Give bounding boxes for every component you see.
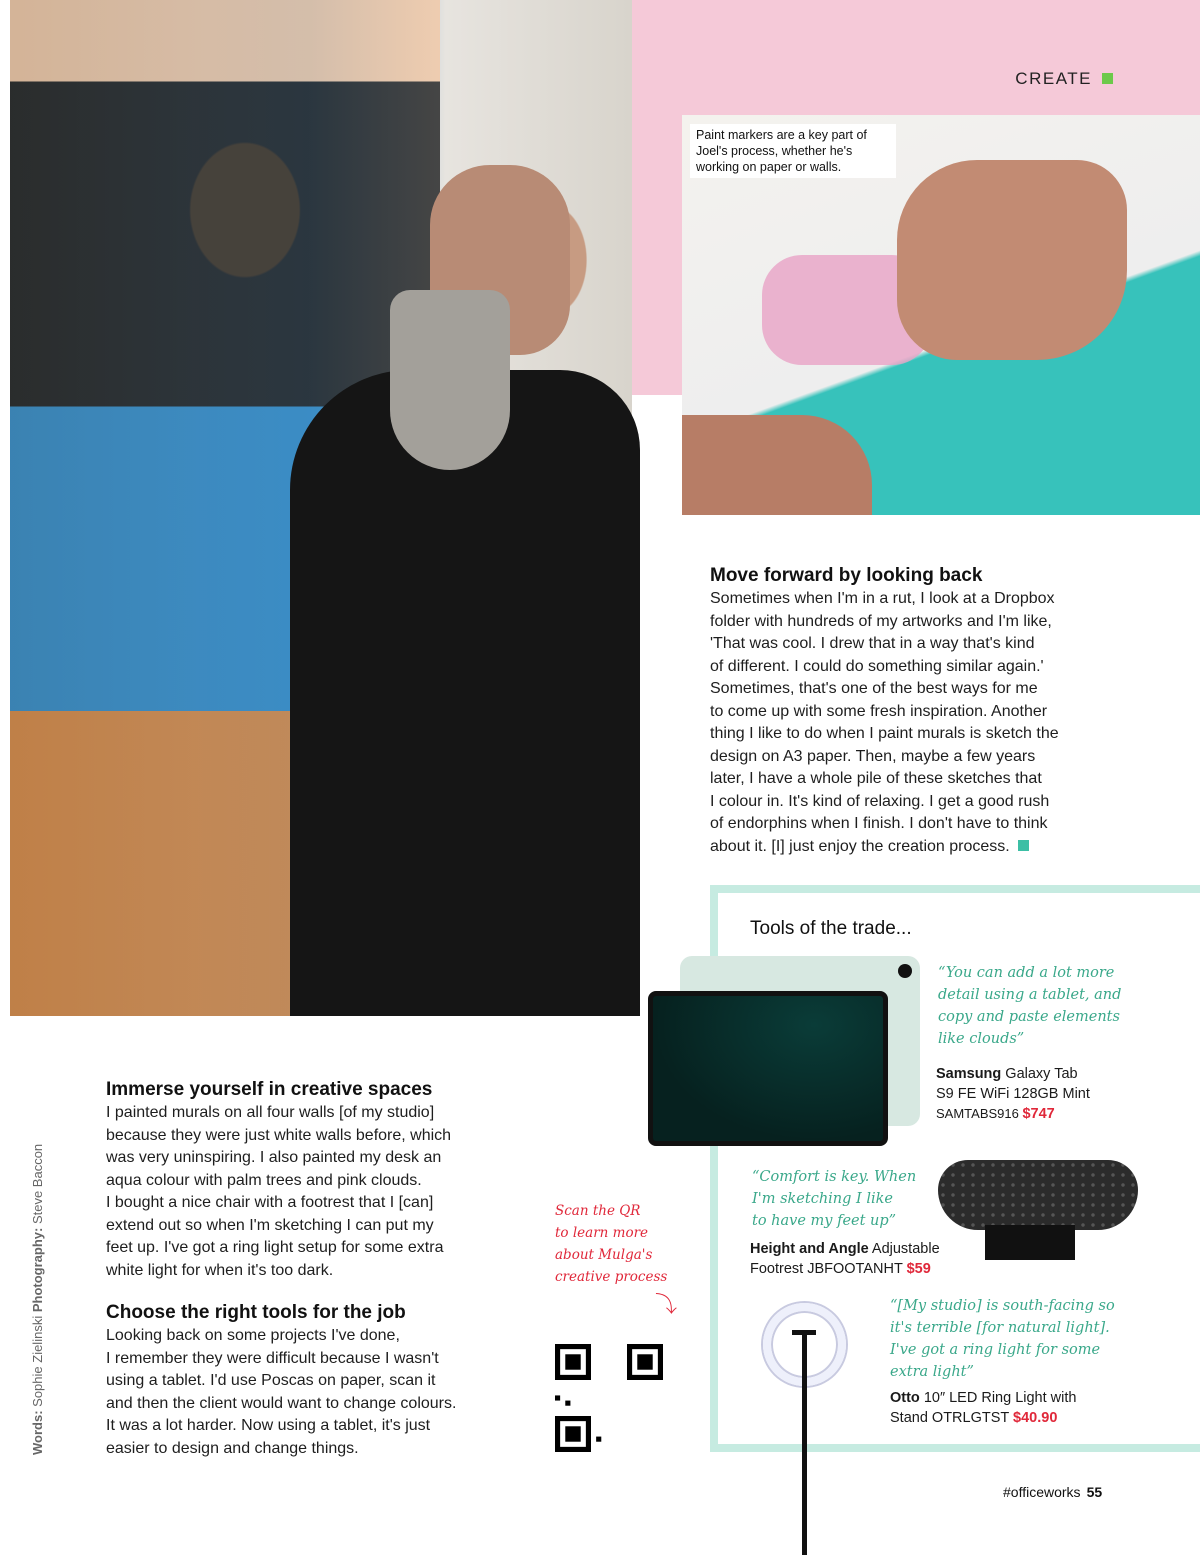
tablet-front-image <box>648 991 888 1146</box>
section-body <box>106 1102 526 1282</box>
qr-module <box>565 1426 580 1441</box>
mural-artist-photo <box>10 0 632 1016</box>
product-price: $40.90 <box>1013 1410 1058 1426</box>
product-price: $747 <box>1022 1106 1055 1122</box>
footrest-base <box>985 1225 1075 1260</box>
text-line: aqua colour with palm trees and pink clouds. <box>106 1171 422 1189</box>
credits <box>30 1144 45 1455</box>
arrow-down-icon: ⤵ <box>655 1292 678 1317</box>
quote-line: I've got a ring light for some <box>890 1342 1101 1358</box>
hand <box>897 160 1127 360</box>
text-line: extend out so when I'm sketching I can put my <box>106 1216 434 1234</box>
qr-module <box>637 1354 652 1369</box>
page-footer <box>1003 1484 1102 1500</box>
qr-code[interactable] <box>555 1344 663 1452</box>
artist-beard <box>390 290 510 470</box>
qr-module <box>565 1401 570 1406</box>
product-name: Adjustable <box>868 1241 940 1257</box>
quote-line: copy and paste elements <box>938 1009 1120 1025</box>
credit-name: Sophie Zielinski <box>30 1312 45 1411</box>
product-footrest[interactable] <box>750 1239 940 1279</box>
photo-caption: Paint markers are a key part of Joel's process, whether he's working on paper or walls. <box>690 124 896 178</box>
credit-label: Photography: <box>30 1227 45 1313</box>
text-line: design on A3 paper. Then, maybe a few years <box>710 747 1036 765</box>
page-number: 55 <box>1086 1484 1103 1500</box>
quote-line: “Comfort is key. When <box>752 1169 917 1185</box>
text-line: to come up with some fresh inspiration. Another <box>710 702 1048 720</box>
text-line: I bought a nice chair with a footrest that I [can] <box>106 1194 434 1211</box>
qr-prompt-line: creative process <box>555 1269 668 1285</box>
text-line: folder with hundreds of my artworks and I'm like, <box>710 612 1052 630</box>
product-name: Stand OTRLGTST <box>890 1410 1014 1426</box>
product-code: SAMTABS916 <box>936 1106 1023 1121</box>
text-line: easier to design and change things. <box>106 1439 359 1457</box>
section-heading: Move forward by looking back <box>710 565 983 586</box>
end-marker-icon <box>1018 840 1029 851</box>
section-right-tools <box>106 1301 526 1460</box>
text-line: about it. [I] just enjoy the creation process. <box>710 837 1010 855</box>
product-quote <box>938 962 1121 1050</box>
qr-module <box>555 1395 560 1400</box>
quote-line: “[My studio] is south-facing so <box>890 1298 1115 1314</box>
product-tablet[interactable] <box>936 1064 1090 1124</box>
camera-icon <box>898 964 912 978</box>
section-marker-icon <box>1102 73 1113 84</box>
product-name: Galaxy Tab <box>1001 1066 1078 1082</box>
product-price: $59 <box>906 1261 931 1277</box>
product-name: 10″ LED Ring Light with <box>919 1390 1077 1406</box>
qr-prompt-line: to learn more <box>555 1225 649 1241</box>
text-line: using a tablet. I'd use Poscas on paper, scan it <box>106 1372 436 1389</box>
text-line: of different. I could do something similar again.' <box>710 657 1044 675</box>
qr-prompt <box>555 1200 667 1288</box>
product-quote <box>752 1166 916 1232</box>
text-line: and then the client would want to change colours. <box>106 1394 457 1412</box>
text-line: I remember they were difficult because I wasn't <box>106 1349 439 1367</box>
text-line: white light for when it's too dark. <box>106 1261 334 1279</box>
section-heading: Choose the right tools for the job <box>106 1302 406 1323</box>
product-brand: Height and Angle <box>750 1241 869 1257</box>
quote-line: it's terrible [for natural light]. <box>890 1320 1110 1336</box>
product-name: Footrest JBFOOTANHT <box>750 1261 907 1277</box>
quote-line: “You can add a lot more <box>938 965 1115 981</box>
text-line: Sometimes, that's one of the best ways for me <box>710 680 1038 697</box>
product-brand: Otto <box>890 1390 920 1406</box>
section-move-forward <box>710 564 1110 858</box>
section-body <box>710 588 1110 858</box>
text-line: 'That was cool. I drew that in a way that's kind <box>710 635 1035 652</box>
quote-line: to have my feet up” <box>752 1213 897 1229</box>
text-line: Sometimes when I'm in a rut, I look at a Dropbox <box>710 590 1055 607</box>
footrest-image <box>938 1160 1138 1230</box>
qr-module <box>565 1354 580 1369</box>
product-quote <box>890 1295 1115 1383</box>
text-line: Looking back on some projects I've done, <box>106 1327 400 1344</box>
credit-label: Words: <box>30 1410 45 1455</box>
qr-prompt-line: about Mulga's <box>555 1247 653 1263</box>
quote-line: like clouds” <box>938 1031 1025 1047</box>
credit-name: Steve Baccon <box>30 1143 45 1228</box>
section-immerse <box>106 1078 526 1282</box>
text-line: thing I like to do when I paint murals is sketch the <box>710 725 1059 742</box>
tripod-stand <box>802 1330 807 1555</box>
quote-line: extra light” <box>890 1364 974 1380</box>
section-heading: Immerse yourself in creative spaces <box>106 1079 433 1100</box>
hand <box>682 415 872 515</box>
tools-title: Tools of the trade... <box>750 918 912 939</box>
text-line: was very uninspiring. I also painted my desk an <box>106 1149 442 1166</box>
text-line: of endorphins when I finish. I don't have to think <box>710 815 1048 832</box>
section-body <box>106 1325 526 1460</box>
product-ring-light[interactable] <box>890 1388 1076 1428</box>
product-brand: Samsung <box>936 1066 1002 1082</box>
text-line: I colour in. It's kind of relaxing. I get a good rush <box>710 792 1050 810</box>
text-line: I painted murals on all four walls [of my studio] <box>106 1104 435 1121</box>
quote-line: I'm sketching I like <box>752 1191 894 1207</box>
text-line: It was a lot harder. Now using a tablet, it's just <box>106 1417 431 1434</box>
quote-line: detail using a tablet, and <box>938 987 1122 1003</box>
text-line: later, I have a whole pile of these sketches that <box>710 770 1042 787</box>
product-name: S9 FE WiFi 128GB Mint <box>936 1086 1090 1102</box>
text-line: because they were just white walls before, which <box>106 1126 452 1144</box>
footer-brand: #officeworks <box>1003 1484 1081 1500</box>
qr-module <box>596 1437 601 1442</box>
text-line: feet up. I've got a ring light setup for some extra <box>106 1239 444 1256</box>
section-label: CREATE <box>1015 69 1092 88</box>
qr-prompt-line: Scan the QR <box>555 1203 641 1219</box>
